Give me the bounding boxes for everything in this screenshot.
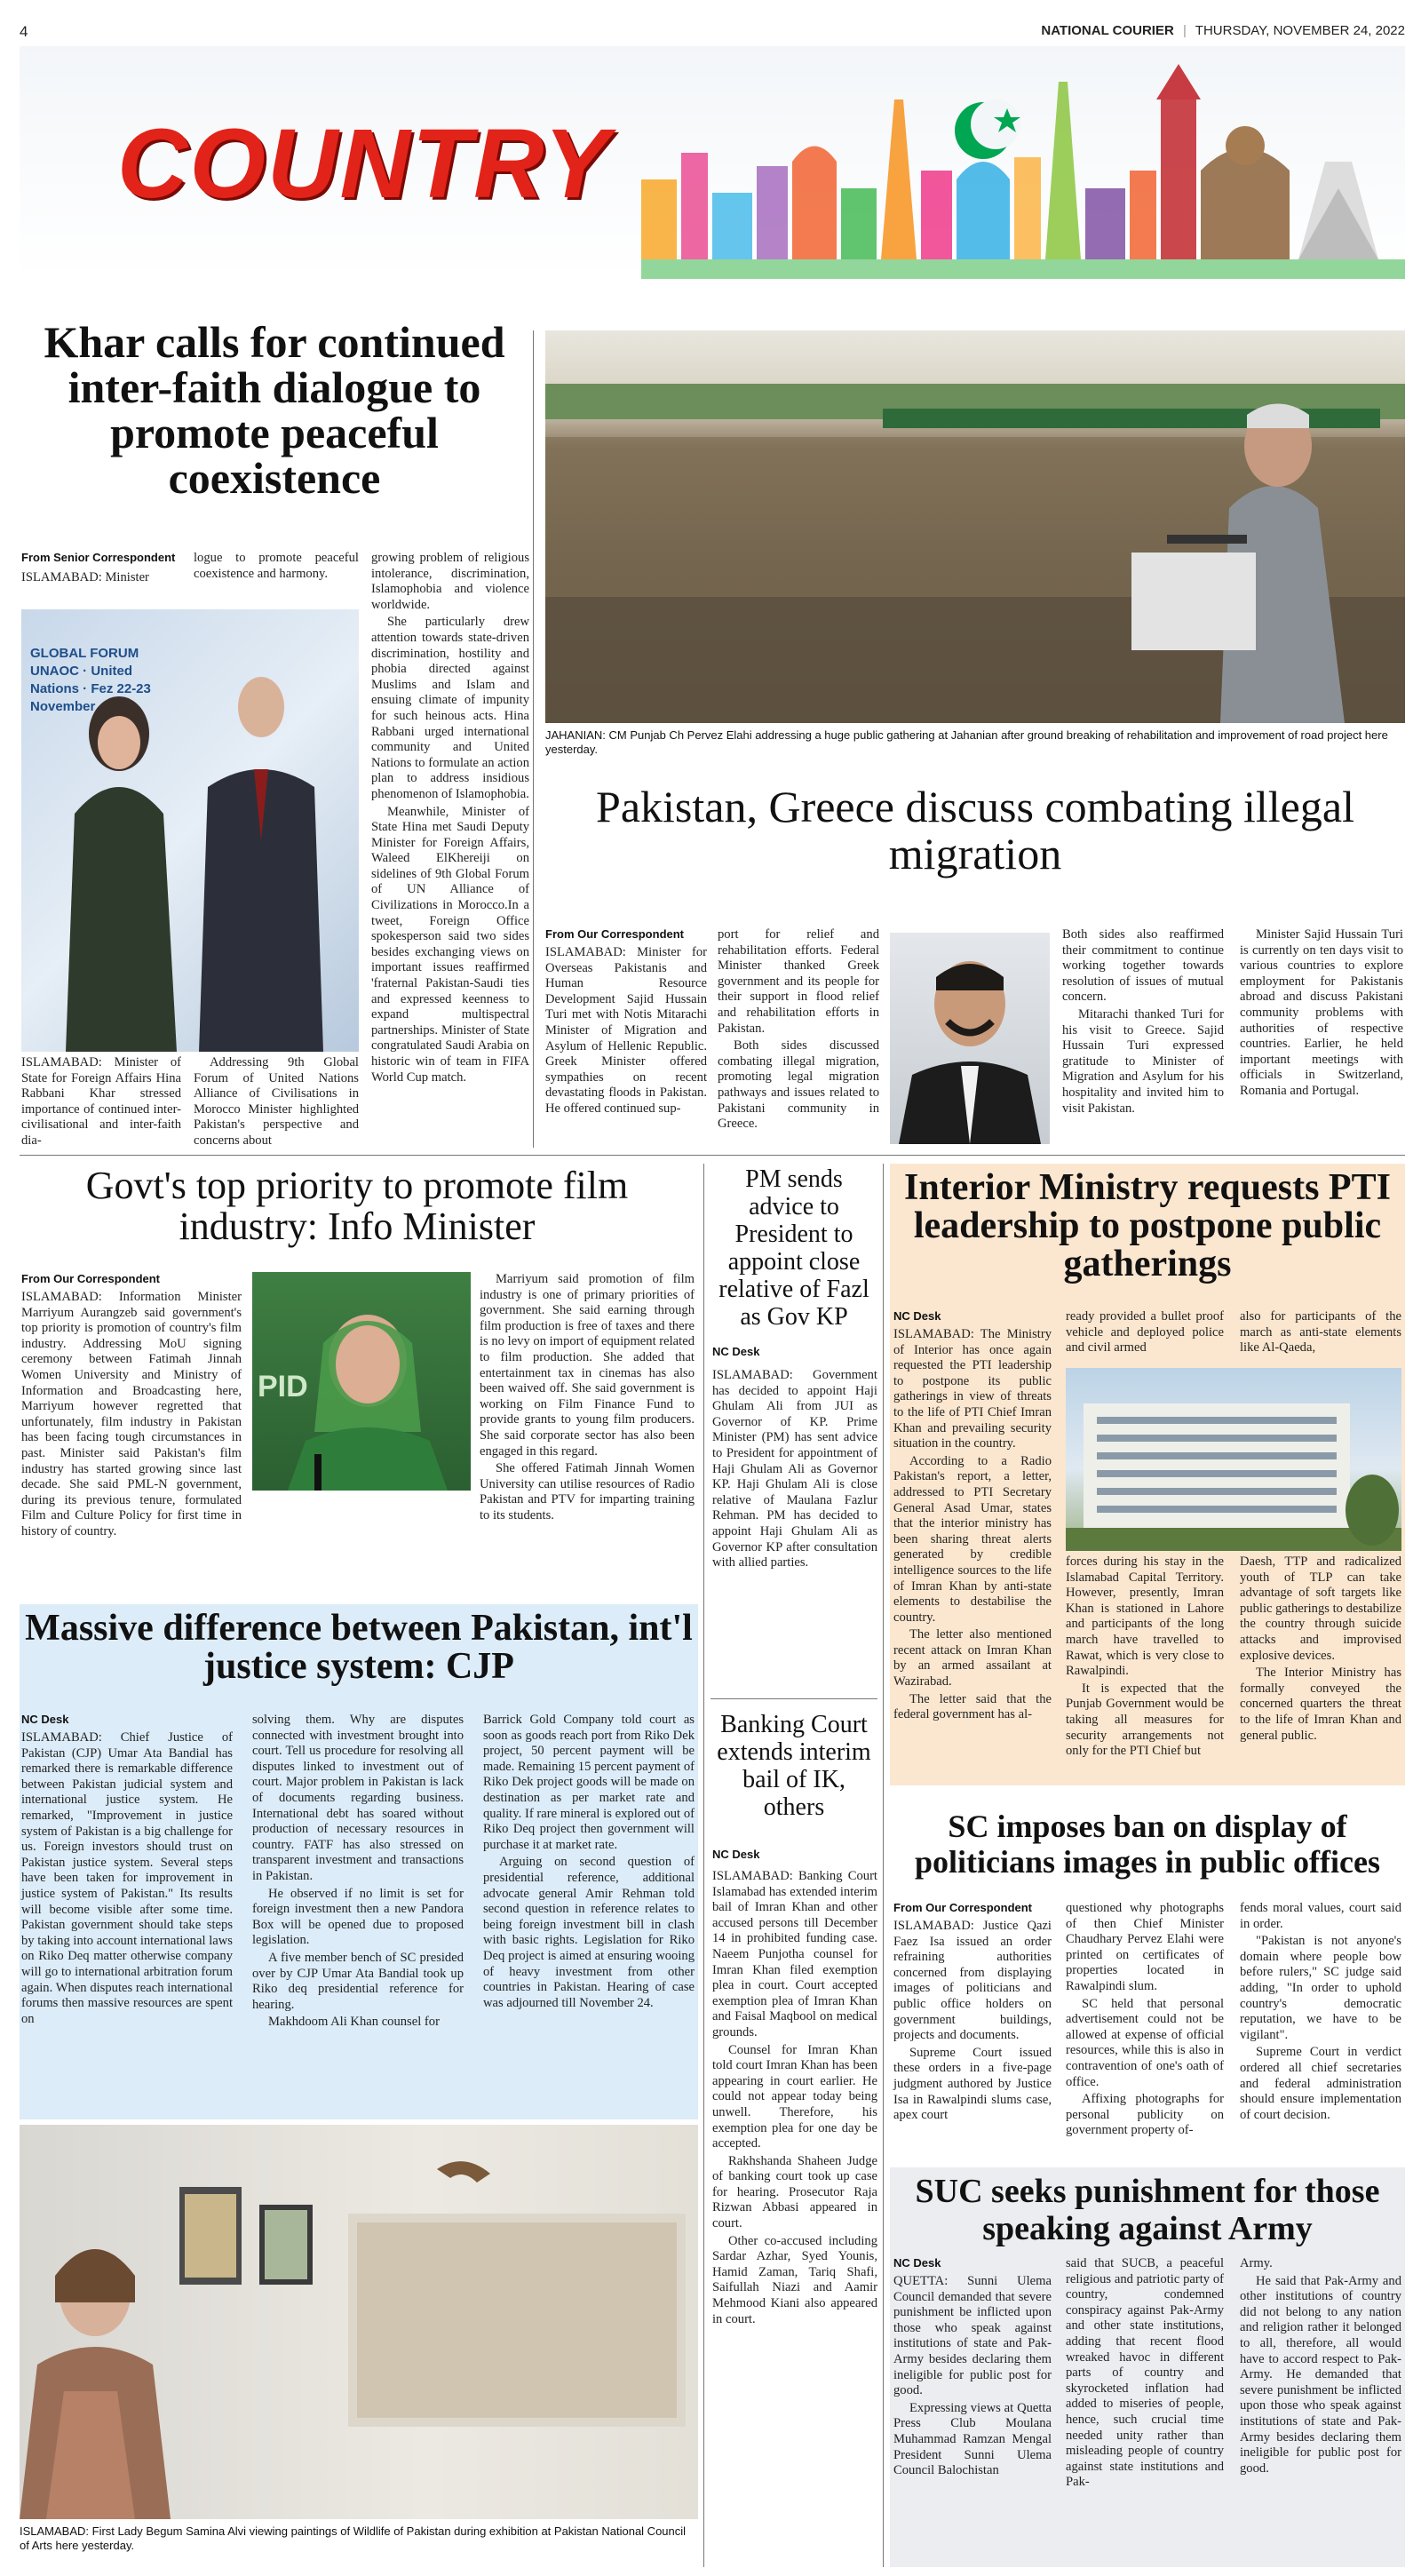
forum-banner-text: GLOBAL FORUM UNAOC · United Nations · Fez 22-23 November	[30, 646, 151, 714]
story6-byline: NC Desk	[712, 1848, 760, 1861]
story7-byline: NC Desk	[893, 1309, 941, 1323]
story2-col4: Minister Sajid Hussain Turi is currently on ten days visit to various countries to explore employment for Pakistanis abroad and discuss Pakistani community problems with authorities of respective countries. Earlier, he held important meetings with officials in Switzerland, Romania and Portugal.	[1240, 927, 1403, 1098]
khar-figures	[21, 609, 359, 1052]
story6-body: ISLAMABAD: Banking Court Islamabad has extended interim bail of Imran Khan and other accused persons till December 14 in prohibited funding case. Naeem Punjotha counsel for Imran Khan filed exemption plea in court. Court accepted exemption plea of Imran Khan and Faisal Maqbool on medical grounds. Counsel for Imran Khan told court Imran Khan has been appearing in court earlier. He could not appear today being unwell. Therefore, his exemption plea for one day be accepted. Rakhshanda Shaheen Judge of banking court took up case for hearing. Prosecutor Raja Rizwan Abbasi appeared in court. Other co-accused including Sardar Azhar, Syed Younis, Hamid Zaman, Tariq Shafi, Saifullah Niazi and Aamir Mehmood Kiani also appeared in court.	[712, 1869, 877, 2326]
story9-col3: Army. He said that Pak-Army and other institutions of country did not belong to any nation and religion rather it belonged to all, therefore, all would have to accord respect to Pak-Army. He demanded that severe punishment be inflicted upon those who speak against institutions of state and Pak-Army besides declaring them ineligible for public post for good.	[1240, 2256, 1401, 2476]
horizontal-rule	[20, 1155, 1405, 1156]
column-rule	[533, 330, 534, 1148]
exhibition-caption: ISLAMABAD: First Lady Begum Samina Alvi viewing paintings of Wildlife of Pakistan during exhibition at Pakistan National Council of Arts here yesterday.	[20, 2524, 687, 2552]
story1-col2-top: logue to promote peaceful coexistence and harmony.	[194, 551, 359, 581]
story2-byline: From Our Correspondent	[545, 927, 685, 941]
story7-headline: Interior Ministry requests PTI leadership to postpone public gatherings	[904, 1167, 1391, 1284]
story4-col1: ISLAMABAD: Chief Justice of Pakistan (CJP) Umar Ata Bandial has remarked there is remarkable difference between Pakistan judicial system and international justice system. He remarked, "Improvement in justice system of Pakistan is a big challenge for us. Foreign investors should trust on Pakistan justice system. Several steps have been taken for improvement in justice system of Pakistan." Its results will become visible after some time. Pakistan government should take steps by taking into account international laws on Riko Deq matter otherwise company will go to international arbitration forum again. When disputes reach international forums then massive resources are spent on	[21, 1730, 233, 2026]
story4-byline: NC Desk	[21, 1713, 69, 1726]
rally-photo-caption: JAHANIAN: CM Punjab Ch Pervez Elahi addressing a huge public gathering at Jahanian after ground breaking of rehabilitation and improvement of road project here yesterday.	[545, 728, 1388, 756]
column-rule	[883, 1164, 884, 2567]
story4-headline: Massive difference between Pakistan, int'l justice system: CJP	[25, 1608, 693, 1687]
story9-headline: SUC seeks punishment for those speaking against Army	[915, 2173, 1380, 2247]
story3-byline: From Our Correspondent	[21, 1272, 161, 1285]
story7-col2-bottom: forces during his stay in the Islamabad Capital Territory. However, presently, Imran Khan is stationed in Lahore and participants of the long march have travelled to Rawat, which is very close to Rawalpindi. It is expected that the Punjab Government would be taking all measures for security arrangements not only for the PTI Chief but	[1066, 1554, 1224, 1759]
story8-col1: ISLAMABAD: Justice Qazi Faez Isa issued an order refraining authorities concerned from displaying images of politicians and public office holders on government buildings, projects and documents. Supreme Court issued these orders in a five-page judgment authored by Justice Isa in Rawalpindi slums case, apex court	[893, 1919, 1052, 2123]
story4-col3: Barrick Gold Company told court as soon as goods reach port from Riko Dek project, 50 percent payment will be made. Remaining 15 percent payment of Riko Dek project goods will be made on destination as per market rate and quality. If rare mineral is explored out of Riko Deq project then government will purchase it at market rate. Arguing on second question of presidential reference, additional advocate general Amir Rehman told second question in reference relates to being foreign investment bill in clash with basic rights. Legislation for Riko Deq project is aimed at ensuring wooing of heavy investment from other countries in Pakistan. Hearing of case was adjourned till November 24.	[483, 1713, 695, 2010]
pid-backdrop-text: PID	[258, 1370, 308, 1403]
horizontal-rule	[710, 1698, 877, 1699]
khar-photo	[21, 609, 359, 1052]
story6-headline: Banking Court extends interim bail of IK, others	[717, 1711, 871, 1821]
story8-col3: fends moral values, court said in order. "Pakistan is not anyone's domain where people bow before rulers," SC judge said adding, "In order to uphold country's democratic reputation, we have to be vigilant". Supreme Court in verdict ordered all chief secretaries and federal administration should ensure implementation of court decision.	[1240, 1901, 1401, 2122]
story7-col1: ISLAMABAD: The Ministry of Interior has once again requested the PTI leadership to postpone its public gatherings in view of threats to the life of PTI Chief Imran Khan and prevailing security situation in the country. According to a Radio Pakistan's report, a letter, addressed to PTI Secretary General Asad Umar, states that the interior ministry has been sharing threat alerts generated by credible intelligence sources to the life of Imran Khan by anti-state elements to destabilise the country. The letter also mentioned recent attack on Imran Khan by an armed assailant at Wazirabad. The letter said that the federal government has al-	[893, 1327, 1052, 1722]
masthead-dateline	[1041, 23, 1405, 38]
rally-photo	[545, 330, 1405, 723]
story8-byline: From Our Correspondent	[893, 1901, 1033, 1914]
exhibition-photo	[20, 2125, 698, 2519]
turi-portrait-illustration	[890, 933, 1050, 1144]
interior-building-photo	[1066, 1368, 1401, 1551]
story2-col3: Both sides also reaffirmed their commitment to continue working together towards resolution of issues of mutual concern. Mitarachi thanked Turi for his visit to Greece. Sajid Hussain Turi expressed gratitude to Minister of Migration and Asylum for his hospitality and invited him to visit Pakistan.	[1062, 927, 1224, 1116]
column-rule	[703, 1164, 704, 2567]
story1-col2-bottom: Addressing 9th Global Forum of United Nations Alliance of Civilisations in Morocco Minister highlighted Pakistan's perspective and concerns about	[194, 1055, 359, 1148]
story5-byline: NC Desk	[712, 1345, 760, 1358]
aurangzeb-photo	[252, 1272, 471, 1491]
issue-date: THURSDAY, NOVEMBER 24, 2022	[1195, 23, 1405, 38]
story1-col3: growing problem of religious intolerance, discrimination, Islamophobia and violence worldwide. She particularly drew attention towards state-driven discrimination, hostility and phobia directed against Muslims and Islam and ensuing climate of impunity for such heinous acts. Hina Rabbani urged international community and United Nations to formulate an action plan to address insidious phenomenon of Islamophobia. Meanwhile, Minister of State Hina met Saudi Deputy Minister for Foreign Affairs, Waleed ElKhereiji on sidelines of 9th Global Forum of UN Alliance of Civilizations in Morocco.In a tweet, Foreign Office spokesperson said two sides besides exchanging views on important issues reaffirmed 'fraternal Pakistan-Saudi ties and expressed keenness to expand multispectral partnerships. Minister of State congratulated Saudi Arabia on historic win of team in FIFA World Cup match.	[371, 551, 529, 1085]
story3-col3: Marriyum said promotion of film industry is one of primary priorities of government. She said earning through film production is free of taxes and there is no levy on import of equipment related to film production. She added that entertainment tax in cinemas has also been waived off. She said government is working on Film Finance Fund to provide grants to young film producers. She said corporate sector has also been engaged in this regard. She offered Fatimah Jinnah Women University can utilise resources of Radio Pakistan and PTV for imparting training to its students.	[480, 1272, 695, 1523]
story7-col3-bottom: Daesh, TTP and radicalized youth of TLP can take advantage of soft targets like public gatherings to destabilize the country through suicide attacks and improvised explosive devices. The Interior Ministry has formally conveyed the concerned quarters the threat to the life of Imran Khan and general public.	[1240, 1554, 1401, 1743]
story5-body: ISLAMABAD: Government has decided to appoint Haji Ghulam Ali from JUI as Governor of KP. Prime Minister (PM) has sent advice to President for appointment of Haji Ghulam Ali as Governor KP. Haji Ghulam Ali is close relative of Maulana Fazlur Rehman. PM has decided to appoint Haji Ghulam Ali as Governor KP after consultation with allied parties.	[712, 1368, 877, 1570]
story9-col1: QUETTA: Sunni Ulema Council demanded that severe punishment be inflicted upon those who speak against institutions of state and Pak-Army besides declaring them ineligible for public post for good. Expressing views at Quetta Press Club Moulana Muhammad Ramzan Mengal President Sunni Ulema Council Balochistan	[893, 2274, 1052, 2478]
story1-col1-top: ISLAMABAD: Minister	[21, 570, 149, 584]
story7-col2-top: ready provided a bullet proof vehicle and deployed police and civil armed	[1066, 1309, 1224, 1356]
story9-byline: NC Desk	[893, 2256, 941, 2270]
page-number: 4	[20, 23, 28, 40]
story2-headline: Pakistan, Greece discuss combating illegal migration	[596, 782, 1354, 879]
story7-col3-top: also for participants of the march as anti-state elements like Al-Qaeda,	[1240, 1309, 1401, 1356]
story2-col1: ISLAMABAD: Minister for Overseas Pakistanis and Human Resource Development Sajid Hussain Turi met with Notis Mitarachi Minister of Migration and Asylum of Hellenic Republic. Greek Minister offered sympathies on recent devastating floods in Pakistan. He offered continued sup-	[545, 945, 707, 1116]
paper-name: NATIONAL COURIER	[1041, 23, 1174, 38]
turi-portrait	[890, 933, 1050, 1144]
aurangzeb-illustration	[252, 1272, 471, 1491]
section-title: COUNTRY	[117, 109, 611, 219]
story4-col2: solving them. Why are disputes connected with investment brought into court. Tell us procedure for resolving all disputes linked to investment out of court. Major problem in Pakistan is lack of documents regarding business. International debt has soared without production of necessary resources in country. FATF has also stressed on transparent investment and transactions in Pakistan. He observed if no limit is set for foreign investment then a new Pandora Box will be opened due to proposed legislation. A five member bench of SC presided over by CJP Umar Ata Bandial took up Riko deq presidential reference for hearing. Makhdoom Ali Khan counsel for	[252, 1713, 464, 2030]
story3-headline: Govt's top priority to promote film industry: Info Minister	[85, 1164, 629, 1249]
story5-headline: PM sends advice to President to appoint close relative of Fazl as Gov KP	[718, 1165, 869, 1331]
story3-col1: ISLAMABAD: Information Minister Marriyum Aurangzeb said government's top priority is promotion of country's film industry. Addressing MoU signing ceremony between Fatimah Jinnah Women University and Ministry of Information and Broadcasting here, Marriyum however regretted that unfortunately, film industry in Pakistan has been facing tough circumstances in past. Minister said Pakistan's film industry has started growing since last decade. She said PML-N government, during its previous tenure, formulated Film and Culture Policy for first time in history of country.	[21, 1290, 242, 1538]
story1-col1-bottom: ISLAMABAD: Minister of State for Foreign Affairs Hina Rabbani Khar stressed importance of continued inter-civilisational and inter-faith dia-	[21, 1055, 181, 1148]
rally-crowd-illustration	[545, 330, 1405, 723]
exhibition-illustration	[20, 2125, 698, 2519]
building-illustration	[1066, 1368, 1401, 1551]
story1-byline: From Senior Correspondent	[21, 551, 176, 564]
story9-col2: said that SUCB, a peaceful religious and patriotic party of country, condemned conspiracy against Pak-Army and other state institutions, adding that recent flood wreaked havoc in different parts of country and skyrocketed inflation had added to miseries of people, hence, such crucial time needed unity rather than misleading people of country against state institutions and Pak-	[1066, 2256, 1224, 2490]
dateline-separator: |	[1182, 23, 1187, 38]
story1-headline: Khar calls for continued inter-faith dialogue to promote peaceful coexistence	[44, 317, 505, 503]
story8-col2: questioned why photographs of then Chief Minister Chaudhary Pervez Elahi were printed on certificates of properties located in Rawalpindi slum. SC held that personal advertisement could not be allowed at expense of official resources, while this is also in contravention of one's oath of office. Affixing photographs for personal publicity on government property of-	[1066, 1901, 1224, 2138]
story8-headline: SC imposes ban on display of politicians images in public offices	[914, 1809, 1381, 1880]
section-banner	[20, 46, 1405, 279]
story2-col2: port for relief and rehabilitation efforts. Federal Minister thanked Greek government and its people for their support in flood relief and rehabilitation efforts in Pakistan. Both sides discussed combating illegal migration, promoting legal migration pathways and issues related to Pakistani community in Greece.	[718, 927, 879, 1132]
